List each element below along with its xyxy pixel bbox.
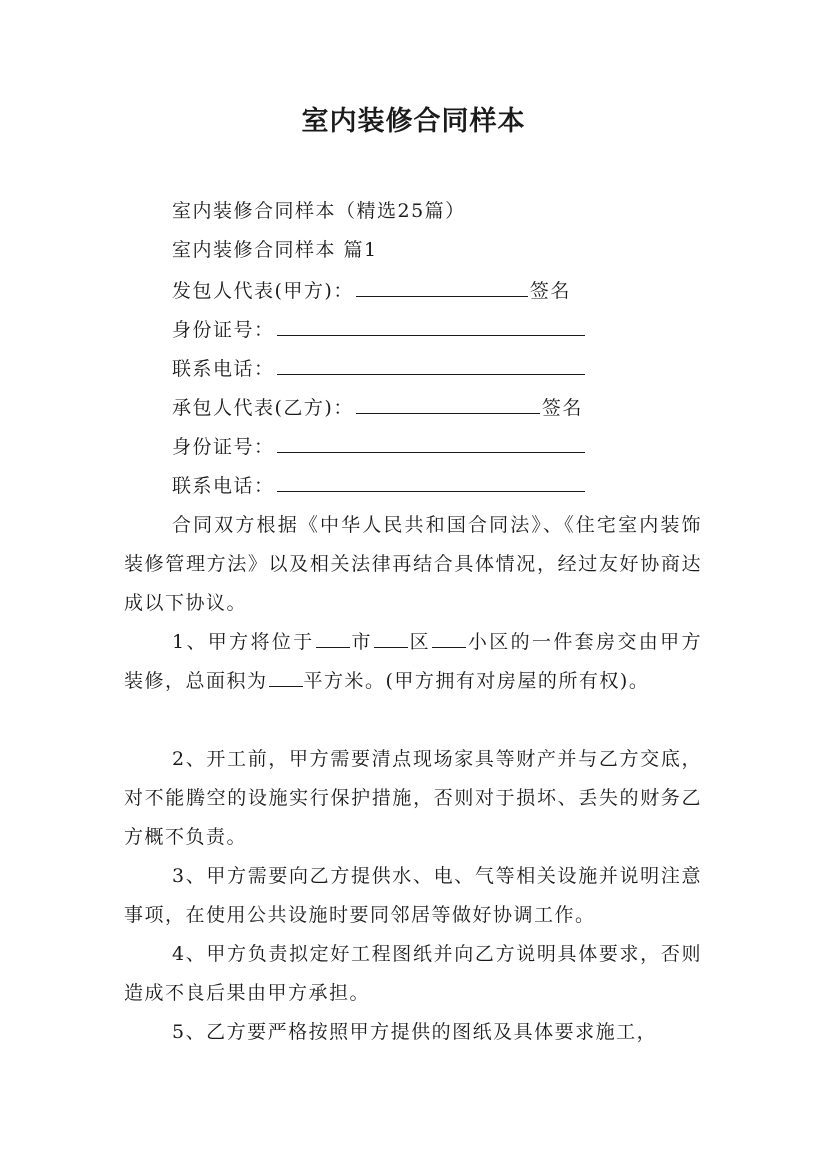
district-field[interactable] — [374, 627, 408, 648]
party-b-representative-field[interactable] — [356, 393, 540, 414]
clause-1-paragraph — [124, 623, 702, 701]
party-a-representative-field[interactable] — [356, 276, 528, 297]
section-heading: 室内装修合同样本 篇1 — [172, 239, 378, 261]
clause-4-paragraph: 4、甲方负责拟定好工程图纸并向乙方说明具体要求，否则造成不良后果由甲方承担。 — [124, 943, 702, 1004]
party-b-signature-label: 签名 — [541, 397, 583, 419]
clause-1-text-d: 小区的一件套房交由甲方装修，总面积为 — [124, 631, 702, 692]
clause-1-text-c: 区 — [408, 631, 432, 653]
party-b-representative-label: 承包人代表(乙方)： — [172, 397, 354, 419]
party-a-phone-label: 联系电话： — [172, 358, 275, 380]
party-a-id-label: 身份证号： — [172, 319, 275, 341]
party-b-id-line — [172, 432, 587, 460]
document-title: 室内装修合同样本 — [301, 106, 526, 137]
party-a-phone-line — [172, 354, 587, 382]
party-b-id-field[interactable] — [277, 432, 585, 453]
clause-1-text-a: 1、甲方将位于 — [172, 631, 315, 653]
party-a-signature-label: 签名 — [529, 280, 571, 302]
clause-1-text-e: 平方米。(甲方拥有对房屋的所有权)。 — [303, 670, 650, 692]
party-a-id-line — [172, 315, 587, 343]
party-a-id-field[interactable] — [277, 315, 585, 336]
area-field[interactable] — [269, 666, 303, 687]
party-b-phone-line — [172, 471, 587, 499]
clause-5-paragraph: 5、乙方要严格按照甲方提供的图纸及具体要求施工， — [172, 1021, 658, 1043]
clause-1-text-b: 市 — [350, 631, 373, 653]
community-field[interactable] — [432, 627, 466, 648]
party-b-representative-line — [172, 393, 583, 421]
intro-paragraph: 合同双方根据《中华人民共和国合同法》、《住宅室内装饰装修管理方法》以及相关法律再结合具体情况，经过友好协商达成以下协议。 — [124, 514, 702, 614]
document-subtitle: 室内装修合同样本（精选25篇） — [172, 200, 466, 222]
party-b-phone-label: 联系电话： — [172, 475, 275, 497]
party-a-representative-label: 发包人代表(甲方)： — [172, 280, 354, 302]
city-field[interactable] — [316, 627, 350, 648]
party-b-phone-field[interactable] — [277, 471, 585, 492]
clause-3-paragraph: 3、甲方需要向乙方提供水、电、气等相关设施并说明注意事项，在使用公共设施时要同邻居等做好协调工作。 — [124, 865, 702, 926]
party-b-id-label: 身份证号： — [172, 436, 275, 458]
clause-2-paragraph: 2、开工前，甲方需要清点现场家具等财产并与乙方交底，对不能腾空的设施实行保护措施，否则对于损坏、丢失的财务乙方概不负责。 — [124, 748, 702, 848]
party-a-phone-field[interactable] — [277, 354, 585, 375]
party-a-representative-line — [172, 276, 571, 304]
